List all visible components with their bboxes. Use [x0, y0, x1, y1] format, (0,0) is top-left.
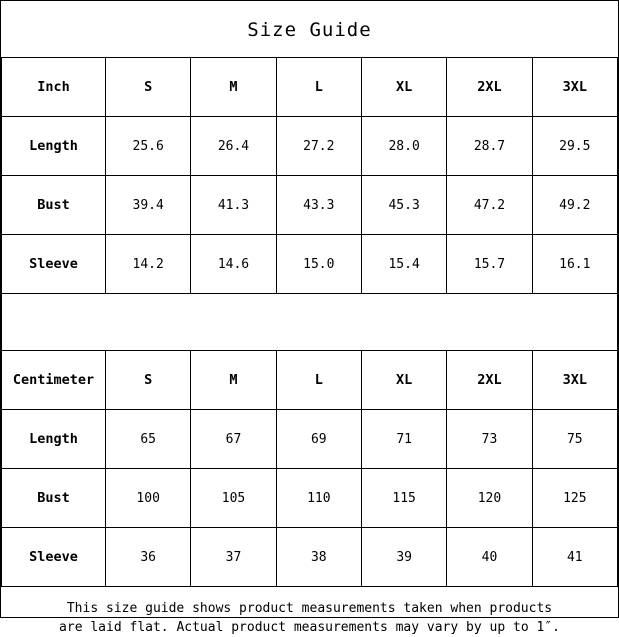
table-row	[2, 469, 618, 528]
column-header-xl: XL	[361, 58, 446, 117]
cell-inch-bust-s: 39.4	[106, 176, 191, 235]
cell-cm-length-s: 65	[106, 410, 191, 469]
size-table-centimeter	[1, 350, 618, 587]
cell-inch-bust-xl: 45.3	[361, 176, 446, 235]
row-label-bust: Bust	[2, 469, 106, 528]
table-row	[2, 235, 618, 294]
column-header-xl: XL	[361, 351, 446, 410]
cell-inch-length-l: 27.2	[276, 117, 361, 176]
cell-inch-sleeve-m: 14.6	[191, 235, 276, 294]
cell-cm-bust-2xl: 120	[447, 469, 532, 528]
cell-cm-bust-xl: 115	[361, 469, 446, 528]
cell-inch-bust-m: 41.3	[191, 176, 276, 235]
cell-inch-sleeve-l: 15.0	[276, 235, 361, 294]
size-guide-note	[1, 587, 618, 637]
cell-cm-sleeve-s: 36	[106, 528, 191, 587]
column-header-3xl: 3XL	[532, 58, 617, 117]
row-label-length: Length	[2, 117, 106, 176]
cell-cm-length-l: 69	[276, 410, 361, 469]
cell-cm-bust-l: 110	[276, 469, 361, 528]
cell-inch-length-2xl: 28.7	[447, 117, 532, 176]
unit-label-inch: Inch	[2, 58, 106, 117]
cell-inch-sleeve-2xl: 15.7	[447, 235, 532, 294]
cell-inch-bust-l: 43.3	[276, 176, 361, 235]
page-title: Size Guide	[247, 19, 372, 41]
column-header-l: L	[276, 351, 361, 410]
table-spacer	[1, 294, 618, 350]
table-header-row	[2, 351, 618, 410]
cell-cm-bust-3xl: 125	[532, 469, 617, 528]
note-line-1: This size guide shows product measurements taken when products	[66, 601, 553, 616]
table-row	[2, 528, 618, 587]
cell-cm-length-3xl: 75	[532, 410, 617, 469]
column-header-s: S	[106, 351, 191, 410]
column-header-m: M	[191, 351, 276, 410]
cell-inch-length-3xl: 29.5	[532, 117, 617, 176]
cell-cm-bust-m: 105	[191, 469, 276, 528]
cell-inch-length-s: 25.6	[106, 117, 191, 176]
cell-cm-sleeve-m: 37	[191, 528, 276, 587]
cell-cm-sleeve-xl: 39	[361, 528, 446, 587]
cell-inch-bust-3xl: 49.2	[532, 176, 617, 235]
cell-inch-length-m: 26.4	[191, 117, 276, 176]
column-header-m: M	[191, 58, 276, 117]
size-table-inch	[1, 57, 618, 294]
cell-inch-bust-2xl: 47.2	[447, 176, 532, 235]
cell-inch-sleeve-xl: 15.4	[361, 235, 446, 294]
column-header-2xl: 2XL	[447, 351, 532, 410]
cell-cm-sleeve-l: 38	[276, 528, 361, 587]
cell-cm-length-2xl: 73	[447, 410, 532, 469]
table-header-row	[2, 58, 618, 117]
table-row	[2, 117, 618, 176]
row-label-sleeve: Sleeve	[2, 235, 106, 294]
cell-cm-bust-s: 100	[106, 469, 191, 528]
column-header-s: S	[106, 58, 191, 117]
unit-label-centimeter: Centimeter	[2, 351, 106, 410]
table-row	[2, 176, 618, 235]
cell-cm-sleeve-3xl: 41	[532, 528, 617, 587]
cell-cm-length-m: 67	[191, 410, 276, 469]
column-header-2xl: 2XL	[447, 58, 532, 117]
table-row	[2, 410, 618, 469]
column-header-l: L	[276, 58, 361, 117]
row-label-sleeve: Sleeve	[2, 528, 106, 587]
cell-inch-sleeve-3xl: 16.1	[532, 235, 617, 294]
column-header-3xl: 3XL	[532, 351, 617, 410]
row-label-length: Length	[2, 410, 106, 469]
cell-cm-sleeve-2xl: 40	[447, 528, 532, 587]
row-label-bust: Bust	[2, 176, 106, 235]
note-line-2: are laid flat. Actual product measurements may vary by up to 1″.	[59, 620, 560, 635]
cell-cm-length-xl: 71	[361, 410, 446, 469]
cell-inch-length-xl: 28.0	[361, 117, 446, 176]
cell-inch-sleeve-s: 14.2	[106, 235, 191, 294]
